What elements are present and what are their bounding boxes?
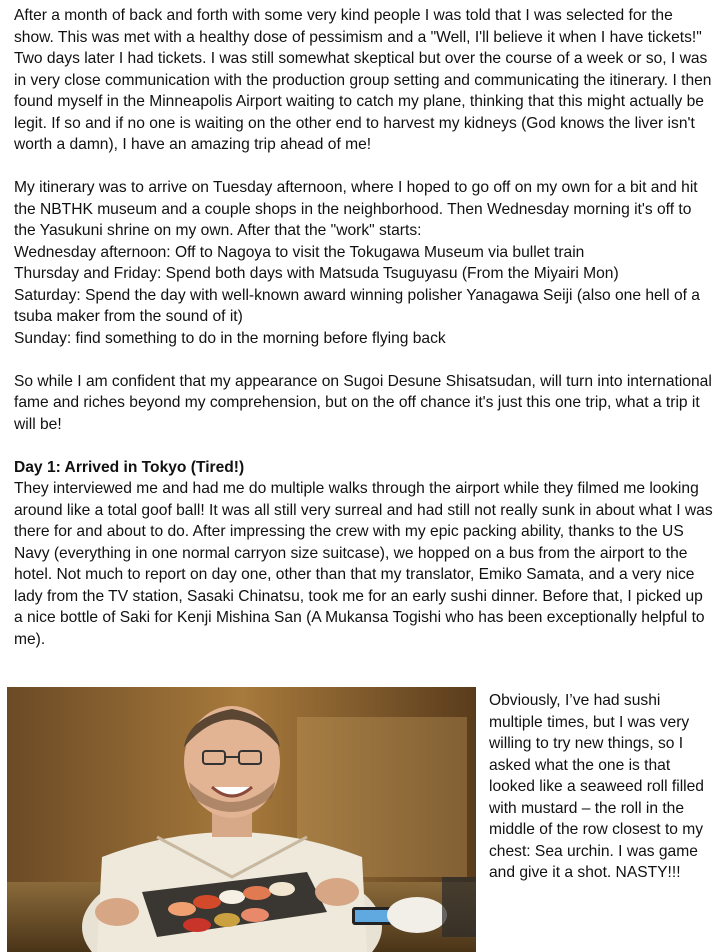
day1-paragraph: They interviewed me and had me do multiple walks through the airport while they filmed me looking around like a total goof ball! It was all still very surreal and had still not really sunk in about what I was there for and about to do. After impressing the crew with my epic packing ability, thanks to the US Navy (everything in one normal carryon size suitcase), we hopped on a bus from the airport to the hotel. Not much to report on day one, other than that my translator, Emiko Samata, and a very nice lady from the TV station, Sasaki Chinatsu, took me for an early sushi dinner. Before that, I picked up a nice bottle of Saki for Kenji Mishina San (A Mukansa Togishi who has been exceptionally helpful to me). — [14, 480, 713, 648]
sushi-dinner-photo — [7, 687, 476, 952]
itinerary-item: Sunday: find something to do in the morning before flying back — [14, 329, 446, 347]
intro-paragraph: After a month of back and forth with some very kind people I was told that I was selected for the show. This was met with a healthy dose of pessimism and a "Well, I'll believe it when I have tickets!" Two days later I had tickets. I was still somewhat skeptical but over the course of a week or so, I was in very close communication with the production group setting and communicating the itinerary. I then found myself in the Minneapolis Airport waiting to catch my plane, thinking that this might actually be legit. If so and if no one is waiting on the other end to harvest my kidneys (God knows the liver isn't worth a damn), I have an amazing trip ahead of me! — [14, 7, 712, 153]
fame-paragraph: So while I am confident that my appearance on Sugoi Desune Shisatsudan, will turn into international fame and riches beyond my comprehension, but on the off chance it's just this one trip, what a trip it will be! — [14, 372, 712, 433]
itinerary-item: Wednesday afternoon: Off to Nagoya to visit the Tokugawa Museum via bullet train — [14, 243, 585, 261]
itinerary-intro-paragraph: My itinerary was to arrive on Tuesday afternoon, where I hoped to go off on my own for a bit and hit the NBTHK museum and a couple shops in the neighborhood. Then Wednesday morning it's off to the Yasukuni shrine on my own. After that the "work" starts: — [14, 179, 698, 239]
day1-heading: Day 1: Arrived in Tokyo (Tired!) — [14, 458, 245, 476]
itinerary-item: Saturday: Spend the day with well-known award winning polisher Yanagawa Seiji (also one hell of a tsuba maker from the sound of it) — [14, 286, 700, 325]
itinerary-item: Thursday and Friday: Spend both days with Matsuda Tsuguyasu (From the Miyairi Mon) — [14, 265, 619, 282]
photo-caption-text: Obviously, I’ve had sushi multiple times, but I was very willing to try new things, so I asked what the one is that looked like a seaweed roll filled with mustard – the roll in the middle of the row closest to my chest: Sea urchin. I was game and give it a shot. NASTY!!! — [489, 692, 704, 881]
article-body — [14, 5, 714, 650]
